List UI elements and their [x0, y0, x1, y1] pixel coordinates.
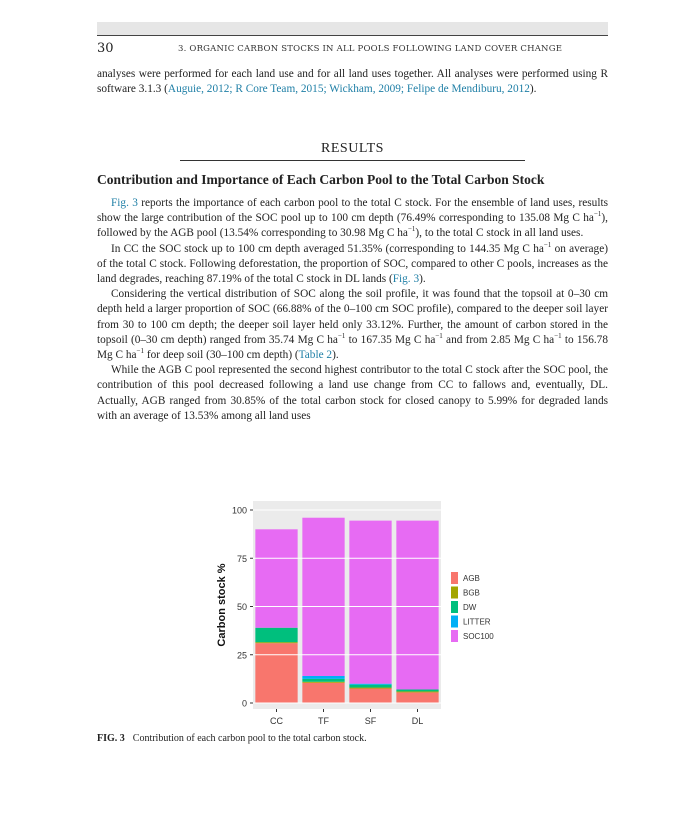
fig3-link[interactable]: Fig. 3	[392, 273, 420, 286]
bar-segment-agb-tf	[302, 683, 344, 703]
paragraph-1: Fig. 3 reports the importance of each carbon pool to the total C stock. For the ensemble of land uses, results show the large contribution of the SOC pool up to 100 cm depth (76.49% corresponding to 135.08 Mg C $ha^{-1}$), followed by the AGB pool (13.54% corresponding to 30.98 Mg C $ha^{-1}$), to the total C stock in all land uses.	[97, 197, 608, 240]
y-axis-label: Carbon stock %	[216, 563, 228, 647]
figure-caption	[97, 733, 367, 744]
y-tick-label: 50	[236, 602, 247, 612]
y-tick-label: 100	[231, 505, 247, 516]
bar-segment-dw-tf	[302, 679, 344, 682]
bar-segment-soc100-dl	[396, 521, 438, 690]
stacked-bar-chart	[205, 494, 505, 729]
results-body	[97, 196, 608, 424]
caption-text: Contribution of each carbon pool to the total carbon stock.	[132, 733, 367, 744]
bar-segment-soc100-cc	[255, 529, 297, 627]
bar-segment-agb-cc	[255, 643, 297, 703]
legend-label-agb: AGB	[463, 574, 480, 583]
page-number: 30	[97, 41, 114, 56]
x-tick-label: TF	[318, 716, 329, 726]
section-title: RESULTS	[180, 141, 525, 161]
bar-segment-dw-sf	[349, 685, 391, 688]
legend-swatch-soc100	[451, 630, 458, 642]
caption-label: FIG. 3	[97, 733, 125, 744]
legend-label-litter: LITTER	[463, 617, 491, 627]
subsection-title: Contribution and Importance of Each Carbon Pool to the Total Carbon Stock	[97, 172, 545, 187]
intro-paragraph: analyses were performed for each land use and for all land uses together. All analyses were performed using R software 3.1.3 (Auguie, 2012; R Core Team, 2015; Wickham, 2009; Felipe de Mendiburu, 2012).	[97, 68, 608, 96]
bar-segment-litter-tf	[302, 676, 344, 679]
y-tick-label: 75	[236, 553, 247, 564]
bar-segment-dw-dl	[396, 689, 438, 691]
y-tick-label: 25	[236, 650, 247, 661]
x-tick-label: SF	[364, 716, 377, 726]
bar-segment-agb-dl	[396, 692, 438, 703]
fig3-link[interactable]: Fig. 3	[111, 197, 138, 209]
header-bar	[97, 22, 608, 36]
legend-swatch-dw	[451, 601, 458, 613]
legend-label-dw: DW	[463, 603, 477, 612]
paragraph-4: While the AGB C pool represented the second highest contributor to the total C stock after the SOC pool, the contribution of this pool decreased following a land use change from CC to fallows and, eventually, DL. Actually, AGB ranged from 30.85% of the total carbon stock for closed canopy to 5.99% for degraded lands with an average of 13.53% among all land uses	[97, 364, 608, 422]
legend-swatch-agb	[451, 572, 458, 584]
legend-label-soc100: SOC100	[463, 632, 494, 641]
legend-swatch-litter	[451, 616, 458, 628]
legend-swatch-bgb	[451, 587, 458, 599]
bar-segment-bgb-tf	[302, 682, 344, 683]
bar-segment-dw-cc	[255, 628, 297, 642]
running-head: 3. ORGANIC CARBON STOCKS IN ALL POOLS FOLLOWING LAND COVER CHANGE	[178, 44, 563, 54]
y-tick-label: 0	[241, 698, 247, 709]
paragraph-3: Considering the vertical distribution of SOC along the soil profile, it was found that the topsoil at 0–30 cm depth held a larger proportion of SOC (66.88% of the 0–100 cm SOC profile), compared to the deeper soil layer from 30 to 100 cm depth; the deeper soil layer held only 33.12%. Further, the amount of carbon stored in the topsoil (0–30 cm depth) ranged from 35.74 Mg C $ha^{-1}$ to 167.35 Mg C $ha^{-1}$ and from 2.85 Mg C $ha^{-1}$ to 156.78 Mg C $ha^{-1}$ for deep soil (30–100 cm depth) (Table 2).	[97, 288, 608, 362]
bar-segment-soc100-tf	[302, 518, 344, 676]
bar-segment-litter-sf	[349, 684, 391, 685]
x-tick-label: DL	[411, 716, 424, 726]
table2-link[interactable]: Table 2	[298, 349, 333, 362]
bar-segment-soc100-sf	[349, 521, 391, 684]
bar-segment-bgb-cc	[255, 642, 297, 643]
bar-segment-bgb-dl	[396, 691, 438, 692]
legend-label-bgb: BGB	[463, 588, 480, 598]
bar-segment-bgb-sf	[349, 688, 391, 689]
x-tick-label: CC	[270, 716, 283, 726]
paragraph-2: In CC the SOC stock up to 100 cm depth averaged 51.35% (corresponding to 144.35 Mg C $ha^{-1}$ on average) of the total C stock. Following deforestation, the proportion of SOC, compared to other C pools, increases as the land degrades, reaching 87.19% of the total C stock in DL lands (Fig. 3).	[97, 240, 608, 286]
bar-segment-agb-sf	[349, 689, 391, 703]
intro-references-link[interactable]: Auguie, 2012; R Core Team, 2015; Wickham, 2009; Felipe de Mendiburu, 2012	[167, 83, 530, 96]
